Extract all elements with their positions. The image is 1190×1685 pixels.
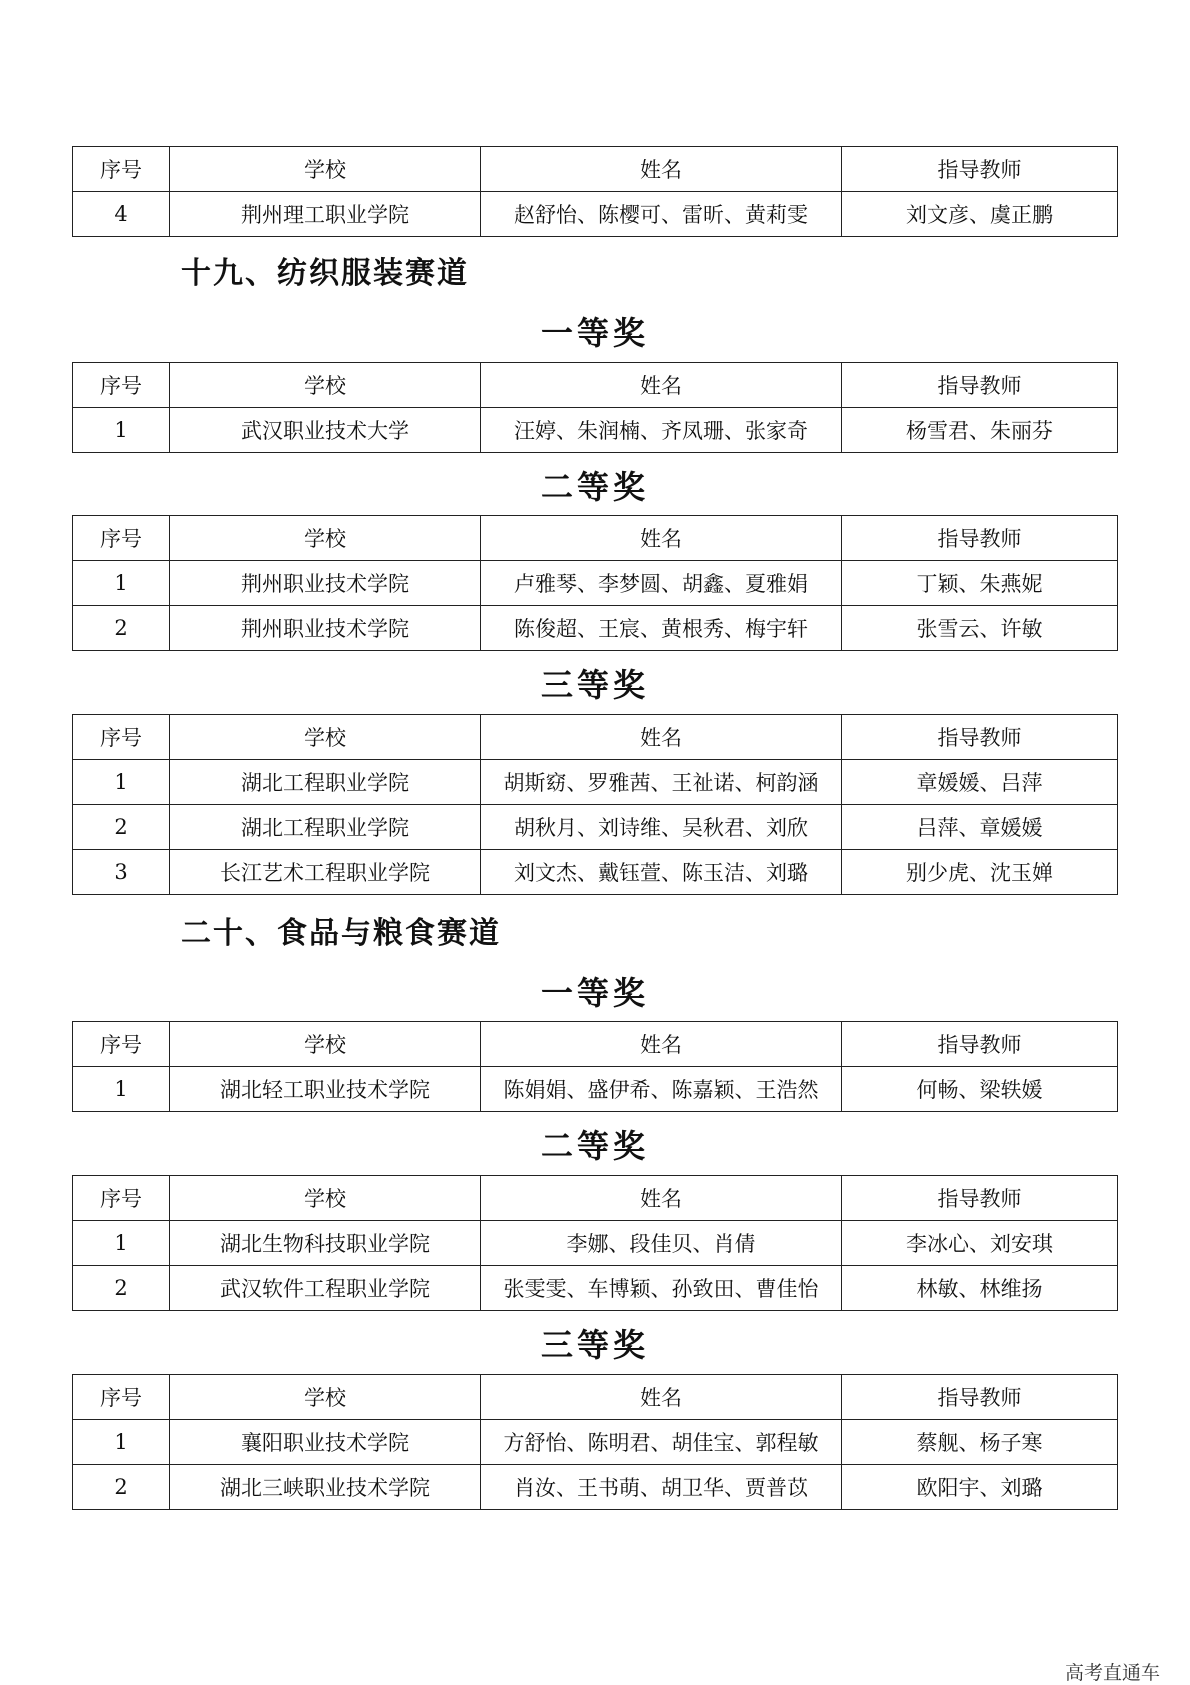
- header-teachers: 指导教师: [842, 363, 1118, 408]
- table-header-row: [73, 516, 1118, 561]
- header-teachers: 指导教师: [842, 1375, 1118, 1420]
- table-row: [73, 1420, 1118, 1465]
- cell-teachers: 吕萍、章媛媛: [842, 805, 1118, 850]
- cell-school: 荆州职业技术学院: [170, 561, 481, 606]
- header-no: 序号: [73, 715, 170, 760]
- table-row: [73, 805, 1118, 850]
- table-row: [73, 192, 1118, 237]
- cell-teachers: 蔡舰、杨子寒: [842, 1420, 1118, 1465]
- header-names: 姓名: [481, 147, 842, 192]
- table-row: [73, 850, 1118, 895]
- header-teachers: 指导教师: [842, 1176, 1118, 1221]
- cell-names: 卢雅琴、李梦圆、胡鑫、夏雅娟: [481, 561, 842, 606]
- table-header-row: [73, 1375, 1118, 1420]
- cell-no: 2: [73, 1266, 170, 1311]
- header-no: 序号: [73, 1022, 170, 1067]
- header-names: 姓名: [481, 363, 842, 408]
- header-school: 学校: [170, 363, 481, 408]
- header-school: 学校: [170, 516, 481, 561]
- award-table: [72, 1175, 1118, 1311]
- header-names: 姓名: [481, 715, 842, 760]
- header-no: 序号: [73, 147, 170, 192]
- cell-teachers: 欧阳宇、刘璐: [842, 1465, 1118, 1510]
- cell-school: 武汉软件工程职业学院: [170, 1266, 481, 1311]
- cell-names: 胡斯窈、罗雅茜、王祉诺、柯韵涵: [481, 760, 842, 805]
- header-names: 姓名: [481, 1375, 842, 1420]
- header-teachers: 指导教师: [842, 1022, 1118, 1067]
- section-title: 二十、食品与粮食赛道: [181, 916, 501, 951]
- cell-names: 陈娟娟、盛伊希、陈嘉颖、王浩然: [481, 1067, 842, 1112]
- table-row: [73, 1221, 1118, 1266]
- cell-names: 张雯雯、车博颖、孙致田、曹佳怡: [481, 1266, 842, 1311]
- cell-teachers: 章媛媛、吕萍: [842, 760, 1118, 805]
- header-names: 姓名: [481, 1176, 842, 1221]
- table-row: [73, 561, 1118, 606]
- cell-school: 湖北工程职业学院: [170, 760, 481, 805]
- cell-teachers: 杨雪君、朱丽芬: [842, 408, 1118, 453]
- cell-names: 陈俊超、王宸、黄根秀、梅宇轩: [481, 606, 842, 651]
- cell-names: 汪婷、朱润楠、齐凤珊、张家奇: [481, 408, 842, 453]
- prize-title: 三等奖: [540, 666, 649, 704]
- cell-no: 1: [73, 561, 170, 606]
- prize-title: 一等奖: [540, 314, 649, 352]
- header-school: 学校: [170, 1176, 481, 1221]
- header-no: 序号: [73, 516, 170, 561]
- cell-school: 武汉职业技术大学: [170, 408, 481, 453]
- table-header-row: [73, 363, 1118, 408]
- header-school: 学校: [170, 1375, 481, 1420]
- cell-school: 湖北轻工职业技术学院: [170, 1067, 481, 1112]
- cell-names: 方舒怡、陈明君、胡佳宝、郭程敏: [481, 1420, 842, 1465]
- cell-no: 1: [73, 1067, 170, 1112]
- cell-school: 长江艺术工程职业学院: [170, 850, 481, 895]
- cell-school: 襄阳职业技术学院: [170, 1420, 481, 1465]
- cell-school: 湖北工程职业学院: [170, 805, 481, 850]
- header-no: 序号: [73, 1375, 170, 1420]
- award-table: [72, 714, 1118, 895]
- section-title: 十九、纺织服装赛道: [181, 256, 469, 291]
- cell-teachers: 林敏、林维扬: [842, 1266, 1118, 1311]
- cell-teachers: 别少虎、沈玉婵: [842, 850, 1118, 895]
- header-school: 学校: [170, 147, 481, 192]
- header-names: 姓名: [481, 516, 842, 561]
- table-row: [73, 408, 1118, 453]
- table-row: [73, 1067, 1118, 1112]
- cell-no: 3: [73, 850, 170, 895]
- cell-no: 1: [73, 760, 170, 805]
- award-table: [72, 1374, 1118, 1510]
- header-teachers: 指导教师: [842, 516, 1118, 561]
- header-teachers: 指导教师: [842, 715, 1118, 760]
- cell-no: 1: [73, 408, 170, 453]
- cell-no: 4: [73, 192, 170, 237]
- header-no: 序号: [73, 363, 170, 408]
- cell-teachers: 何畅、梁轶媛: [842, 1067, 1118, 1112]
- cell-teachers: 张雪云、许敏: [842, 606, 1118, 651]
- cell-names: 李娜、段佳贝、肖倩: [481, 1221, 842, 1266]
- cell-teachers: 丁颖、朱燕妮: [842, 561, 1118, 606]
- table-row: [73, 1266, 1118, 1311]
- cell-no: 2: [73, 606, 170, 651]
- header-school: 学校: [170, 715, 481, 760]
- cell-names: 胡秋月、刘诗维、吴秋君、刘欣: [481, 805, 842, 850]
- cell-school: 荆州职业技术学院: [170, 606, 481, 651]
- award-table: [72, 515, 1118, 651]
- table-row: [73, 760, 1118, 805]
- table-header-row: [73, 1022, 1118, 1067]
- cell-school: 荆州理工职业学院: [170, 192, 481, 237]
- cell-names: 赵舒怡、陈樱可、雷昕、黄莉雯: [481, 192, 842, 237]
- watermark: 高考直通车: [1064, 1662, 1160, 1684]
- table-header-row: [73, 147, 1118, 192]
- cell-no: 2: [73, 1465, 170, 1510]
- prize-title: 一等奖: [540, 974, 649, 1012]
- header-no: 序号: [73, 1176, 170, 1221]
- table-header-row: [73, 1176, 1118, 1221]
- header-names: 姓名: [481, 1022, 842, 1067]
- prize-title: 二等奖: [540, 468, 649, 506]
- cell-no: 1: [73, 1221, 170, 1266]
- header-teachers: 指导教师: [842, 147, 1118, 192]
- table-row: [73, 606, 1118, 651]
- table-row: [73, 1465, 1118, 1510]
- continuation-table: [72, 146, 1118, 237]
- prize-title: 二等奖: [540, 1127, 649, 1165]
- cell-names: 肖汝、王书萌、胡卫华、贾普苡: [481, 1465, 842, 1510]
- award-table: [72, 362, 1118, 453]
- cell-teachers: 刘文彦、虞正鹏: [842, 192, 1118, 237]
- cell-school: 湖北生物科技职业学院: [170, 1221, 481, 1266]
- prize-title: 三等奖: [540, 1326, 649, 1364]
- cell-school: 湖北三峡职业技术学院: [170, 1465, 481, 1510]
- cell-names: 刘文杰、戴钰萱、陈玉洁、刘璐: [481, 850, 842, 895]
- cell-teachers: 李冰心、刘安琪: [842, 1221, 1118, 1266]
- award-table: [72, 1021, 1118, 1112]
- table-header-row: [73, 715, 1118, 760]
- cell-no: 2: [73, 805, 170, 850]
- header-school: 学校: [170, 1022, 481, 1067]
- cell-no: 1: [73, 1420, 170, 1465]
